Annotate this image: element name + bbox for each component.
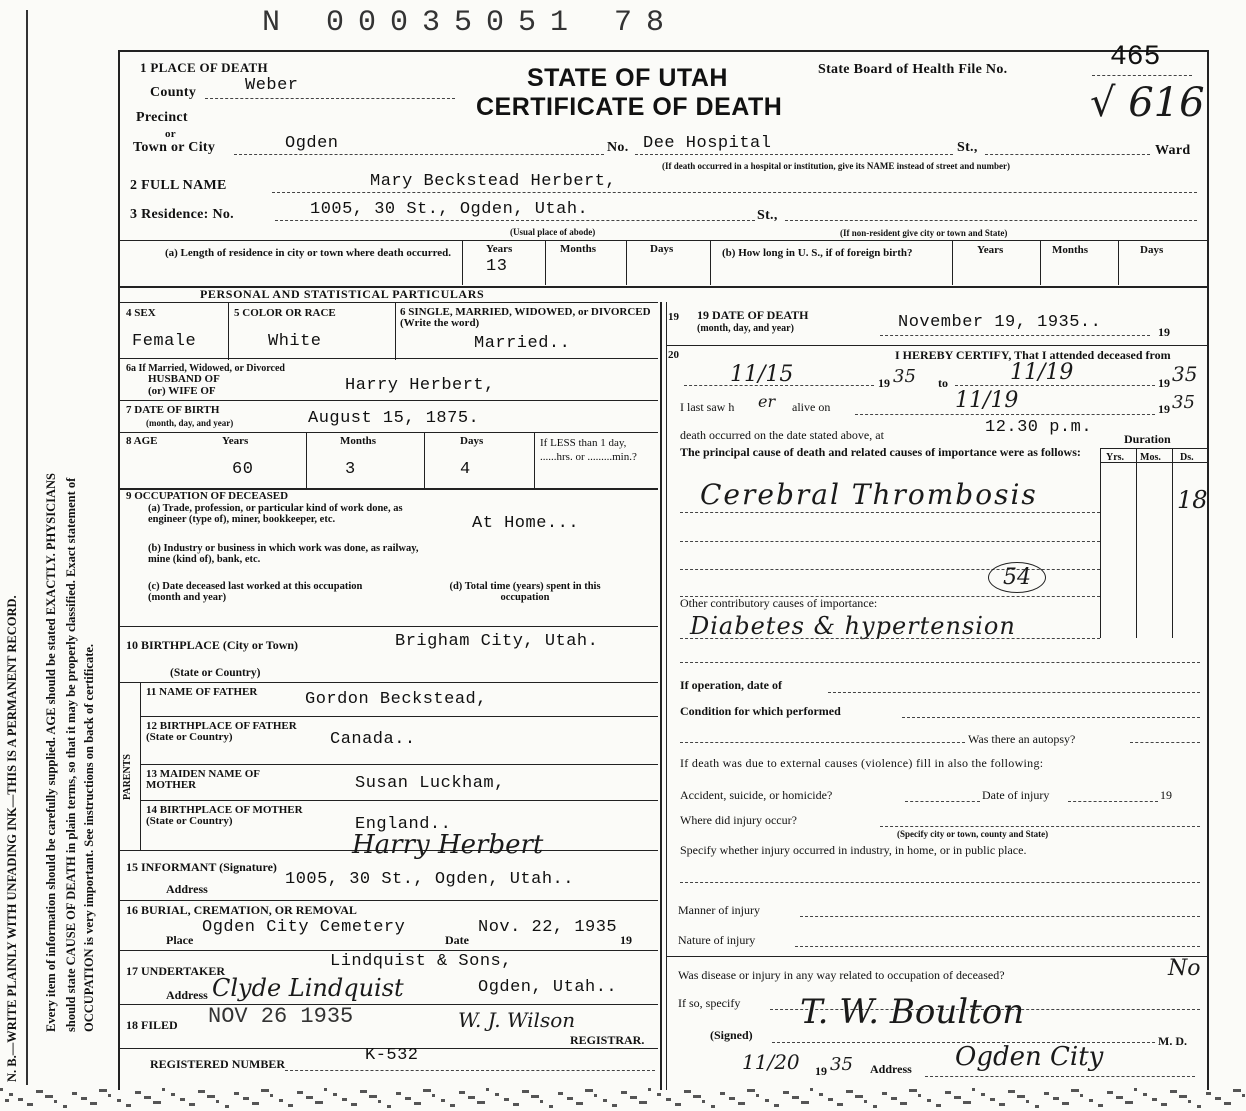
side-note-2: Every item of information should be carefully supplied. AGE should be stated EXACTLY. PHYSICIANS	[44, 473, 58, 1032]
to-year: 35	[1172, 362, 1198, 386]
nature-line	[795, 946, 1200, 947]
condition-line	[902, 717, 1200, 718]
ward-line	[985, 154, 1150, 155]
to-line	[955, 385, 1155, 386]
row-line	[118, 432, 658, 433]
burial-place-label: Place	[166, 933, 194, 947]
condition-label: Condition for which performed	[680, 704, 841, 718]
specify-line	[680, 882, 1200, 883]
row-line	[118, 682, 658, 683]
town-label: Town or City	[133, 140, 216, 155]
row-line	[140, 716, 658, 717]
hospital-value: Dee Hospital	[643, 134, 772, 153]
county-label: County	[150, 85, 197, 100]
residence-years: 13	[486, 257, 508, 276]
col-line	[534, 432, 535, 488]
from-year: 35	[893, 366, 916, 387]
cause-value: Cerebral Thrombosis	[700, 478, 1038, 511]
hospital-note: (If death occurred in a hospital or institution, give its NAME instead of street and number)	[662, 161, 1011, 171]
last-saw-pronoun: er	[758, 392, 776, 411]
occ-d-label: (d) Total time (years) spent in this occupation	[449, 581, 601, 603]
husband-label: HUSBAND OF	[148, 373, 220, 385]
row-line	[666, 345, 1208, 346]
certificate-title: CERTIFICATE OF DEATH	[476, 93, 783, 121]
physician-signature: T. W. Boulton	[800, 992, 1025, 1032]
duration-label: Duration	[1124, 432, 1171, 446]
file-check-mark: √ 616	[1090, 80, 1205, 126]
occ-c-label: (c) Date deceased last worked at this occupation (month and year)	[148, 581, 363, 603]
death-occurred-label: death occurred on the date stated above, at	[680, 428, 884, 442]
col-line	[228, 302, 229, 360]
row-line	[118, 358, 658, 359]
residence-st-line	[785, 220, 1197, 221]
where-line	[880, 826, 1200, 827]
length-label: (a) Length of residence in city or town where death occurred.	[164, 247, 452, 259]
undertaker-address: Ogden, Utah..	[478, 978, 618, 997]
sex-value: Female	[132, 332, 197, 351]
age-label: 8 AGE	[126, 435, 158, 447]
death-time: 12.30 p.m.	[985, 418, 1093, 437]
parents-side-label: PARENTS	[122, 754, 133, 800]
col-line	[424, 432, 425, 488]
age-months-value: 3	[345, 460, 356, 479]
frame-left	[118, 50, 120, 1090]
operation-line	[828, 692, 1200, 693]
cause-label: The principal cause of death and related causes of importance were as follows:	[680, 445, 1081, 459]
sign-address-label: Address	[870, 1062, 912, 1076]
sign-address-line	[925, 1076, 1195, 1077]
last-saw-label: I last saw h	[680, 400, 735, 414]
ward-label: Ward	[1155, 143, 1191, 158]
nature-label: Nature of injury	[678, 933, 756, 947]
burial-date-label: Date	[445, 933, 469, 947]
cause-line	[680, 512, 1100, 513]
contrib-line-2	[680, 662, 1200, 663]
from-line	[684, 385, 874, 386]
row-line	[118, 302, 658, 303]
file-no-label: State Board of Health File No.	[818, 62, 1008, 77]
father-bp-label: 12 BIRTHPLACE OF FATHER (State or Country)	[146, 720, 297, 743]
frame-top	[118, 50, 1208, 52]
row-line	[140, 764, 658, 765]
dob-label: 7 DATE OF BIRTH	[126, 404, 220, 416]
filed-label: 18 FILED	[126, 1018, 178, 1032]
sign-year: 35	[830, 1054, 853, 1075]
residence-value: 1005, 30 St., Ogden, Utah.	[310, 200, 589, 219]
personal-header: PERSONAL AND STATISTICAL PARTICULARS	[200, 287, 485, 301]
full-name-line	[272, 192, 1197, 193]
cause-code: 54	[988, 562, 1046, 593]
us-years-label: Years	[977, 244, 1004, 256]
race-label: 5 COLOR OR RACE	[234, 307, 336, 319]
burial-date: Nov. 22, 1935	[478, 918, 618, 937]
col-line	[1040, 240, 1041, 285]
sign-year-prefix: 19	[815, 1064, 827, 1078]
col-line	[1136, 448, 1137, 638]
father-bp-value: Canada..	[330, 730, 416, 749]
sex-label: 4 SEX	[126, 307, 156, 319]
col-line	[306, 432, 307, 488]
spouse-value: Harry Herbert,	[345, 376, 495, 395]
col-line	[545, 240, 546, 285]
scan-edge	[0, 1088, 1246, 1111]
frame-right	[1207, 50, 1209, 1090]
undertaker-label: 17 UNDERTAKER	[126, 964, 226, 978]
row-line	[666, 956, 1208, 957]
manner-label: Manner of injury	[678, 903, 760, 917]
manner-line	[800, 916, 1200, 917]
sign-date: 11/20	[742, 1050, 800, 1074]
occupational-answer: No	[1168, 956, 1201, 981]
center-divider	[660, 302, 662, 1090]
registered-label: REGISTERED NUMBER	[150, 1057, 286, 1071]
sign-address: Ogden City	[955, 1042, 1104, 1072]
autopsy-label: Was there an autopsy?	[968, 732, 1076, 746]
serial-number: N 00035051 78	[262, 6, 679, 40]
alive-date: 11/19	[955, 388, 1019, 413]
undertaker-address-label: Address	[166, 988, 208, 1002]
residence-line	[275, 220, 755, 221]
cause-line	[680, 541, 1100, 542]
father-value: Gordon Beckstead,	[305, 690, 487, 709]
us-label: (b) How long in U. S., if of foreign birth?	[722, 247, 913, 259]
burial-place: Ogden City Cemetery	[202, 918, 406, 937]
side-note-3: should state CAUSE OF DEATH in plain terms, so that it may be properly classified. Exact statement of	[64, 477, 78, 1032]
or-label: or	[165, 128, 176, 140]
injury-date-line	[1068, 801, 1158, 802]
from-date: 11/15	[730, 362, 794, 387]
death-date-note: (month, day, and year)	[697, 323, 794, 334]
us-days-label: Days	[1140, 244, 1164, 256]
burial-year-suffix: 19	[620, 933, 632, 947]
injury-year: 19	[1160, 788, 1172, 802]
col-line	[395, 302, 396, 360]
us-months-label: Months	[1052, 244, 1089, 256]
alive-label: alive on	[792, 400, 831, 414]
occupational-label: Was disease or injury in any way related to occupation of deceased?	[678, 968, 1005, 982]
specify-label: Specify whether injury occurred in industry, in home, or in public place.	[680, 843, 1027, 857]
state-country-label: (State or Country)	[170, 667, 261, 679]
death-date-line	[880, 335, 1150, 336]
file-no-line	[1092, 75, 1192, 76]
occ-b-label: (b) Industry or business in which work was done, as railway, mine (kind of), bank, etc.	[148, 543, 419, 565]
registrar-signature: W. J. Wilson	[458, 1008, 576, 1032]
precinct-label: Precinct	[136, 110, 188, 125]
age-years-label: Years	[222, 435, 249, 447]
usual-note: (Usual place of abode)	[510, 227, 596, 237]
birthplace-value: Brigham City, Utah.	[395, 632, 599, 651]
to-date: 11/19	[1010, 360, 1074, 385]
hospital-line	[635, 154, 953, 155]
certify-text: I HEREBY CERTIFY, That I attended deceased from	[895, 348, 1171, 362]
days-label: Days	[650, 243, 674, 255]
file-no-value: 465	[1110, 42, 1161, 73]
place-of-death-label: 1 PLACE OF DEATH	[140, 60, 268, 75]
col-line	[952, 240, 953, 285]
marital-value: Married..	[474, 334, 571, 353]
col-line	[626, 240, 627, 285]
alive-line	[855, 414, 1155, 415]
residence-st-label: St.,	[757, 208, 778, 223]
mother-bp-label: 14 BIRTHPLACE OF MOTHER (State or Country)	[146, 804, 303, 827]
from-year-prefix: 19	[878, 376, 890, 390]
alive-year: 35	[1172, 392, 1195, 413]
col-line	[462, 240, 463, 285]
death-date-year-suffix: 19	[1158, 325, 1170, 339]
autopsy-answer-line	[1130, 742, 1200, 743]
informant-address-label: Address	[166, 882, 208, 896]
birthplace-label: 10 BIRTHPLACE (City or Town)	[126, 638, 299, 652]
row-line	[140, 800, 658, 801]
contrib-label: Other contributory causes of importance:	[680, 596, 878, 610]
signed-label: (Signed)	[710, 1028, 753, 1042]
age-days-value: 4	[460, 460, 471, 479]
filed-stamp: NOV 26 1935	[208, 1004, 354, 1029]
external-label: If death was due to external causes (violence) fill in also the following:	[680, 756, 1044, 770]
operation-label: If operation, date of	[680, 678, 782, 692]
marital-label: 6 SINGLE, MARRIED, WIDOWED, or DIVORCED (Write the word)	[400, 306, 651, 329]
cert-num: 20	[668, 349, 679, 361]
col-line	[1118, 240, 1119, 285]
burial-label: 16 BURIAL, CREMATION, OR REMOVAL	[126, 903, 357, 917]
wife-label: (or) WIFE OF	[148, 385, 216, 397]
row-line	[118, 1004, 658, 1005]
alive-year-prefix: 19	[1158, 402, 1170, 416]
no-label: No.	[607, 140, 629, 155]
to-label: to	[938, 376, 948, 390]
dob-value: August 15, 1875.	[308, 409, 480, 428]
side-note-4: OCCUPATION is very important. See instructions on back of certificate.	[82, 643, 96, 1032]
side-rule	[26, 10, 28, 1085]
registered-line	[285, 1070, 655, 1071]
age-years-value: 60	[232, 460, 254, 479]
contrib-line	[680, 638, 1100, 639]
death-date-label: 19 DATE OF DEATH	[697, 308, 809, 322]
mother-value: Susan Luckham,	[355, 774, 505, 793]
row-line	[118, 626, 658, 627]
mos-label: Mos.	[1140, 452, 1161, 463]
where-label: Where did injury occur?	[680, 813, 797, 827]
death-date-value: November 19, 1935..	[898, 313, 1102, 332]
death-date-num: 19	[668, 311, 679, 323]
residence-label: 3 Residence: No.	[130, 207, 234, 222]
nonres-note: (If non-resident give city or town and State)	[840, 228, 1008, 238]
informant-signature: Harry Herbert	[352, 830, 544, 860]
row-line	[118, 400, 658, 401]
age-months-label: Months	[340, 435, 377, 447]
st-label: St.,	[957, 140, 978, 155]
dob-note: (month, day, and year)	[146, 418, 234, 428]
occupation-value: At Home...	[472, 514, 580, 533]
accident-label: Accident, suicide, or homicide?	[680, 788, 833, 802]
undertaker-signature: Clyde Lindquist	[212, 974, 404, 1002]
spouse-note: 6a If Married, Widowed, or Divorced	[126, 363, 285, 374]
town-line	[234, 154, 604, 155]
md-label: M. D.	[1158, 1034, 1187, 1048]
if-so-label: If so, specify	[678, 996, 741, 1010]
side-note-1: N. B.—WRITE PLAINLY WITH UNFADING INK—THIS IS A PERMANENT RECORD.	[5, 595, 19, 1082]
race-value: White	[268, 332, 322, 351]
less-label: If LESS than 1 day, ......hrs. or .........min.?	[540, 437, 637, 463]
autopsy-line	[680, 742, 965, 743]
full-name-value: Mary Beckstead Herbert,	[370, 172, 617, 191]
center-divider-2	[666, 302, 667, 1090]
registered-value: K-532	[365, 1046, 419, 1065]
state-title: STATE OF UTAH	[527, 64, 728, 92]
accident-line	[905, 801, 980, 802]
col-line	[1172, 448, 1173, 638]
full-name-label: 2 FULL NAME	[130, 178, 227, 193]
injury-date-label: Date of injury	[982, 788, 1050, 802]
town-value: Ogden	[285, 134, 339, 153]
col-line	[140, 682, 141, 850]
registrar-label: REGISTRAR.	[570, 1033, 645, 1047]
occ-a-label: (a) Trade, profession, or particular kind of work done, as engineer (type of), miner, bookkeeper, etc.	[148, 503, 403, 525]
col-line	[1100, 448, 1101, 638]
cause-days: 18	[1177, 486, 1208, 514]
informant-address: 1005, 30 St., Ogden, Utah..	[285, 870, 574, 889]
yrs-label: Yrs.	[1106, 452, 1125, 463]
informant-label: 15 INFORMANT (Signature)	[126, 860, 277, 874]
age-days-label: Days	[460, 435, 484, 447]
row-line	[1100, 448, 1208, 449]
county-line	[205, 98, 455, 99]
mother-label: 13 MAIDEN NAME OF MOTHER	[146, 768, 260, 791]
county-value: Weber	[245, 76, 299, 95]
ds-label: Ds.	[1180, 452, 1194, 463]
specify-note: (Specify city or town, county and State)	[897, 829, 1049, 839]
months-label: Months	[560, 243, 597, 255]
to-year-prefix: 19	[1158, 376, 1170, 390]
occupation-label: 9 OCCUPATION OF DECEASED	[126, 490, 289, 502]
years-label: Years	[486, 243, 513, 255]
row-line	[118, 240, 1208, 241]
mother-bp-value: England..	[355, 815, 452, 834]
undertaker-name: Lindquist & Sons,	[330, 952, 512, 971]
row-line	[118, 950, 658, 951]
row-line	[118, 900, 658, 901]
col-line	[710, 240, 711, 285]
father-label: 11 NAME OF FATHER	[146, 686, 258, 698]
contrib-value: Diabetes & hypertension	[690, 612, 1016, 640]
